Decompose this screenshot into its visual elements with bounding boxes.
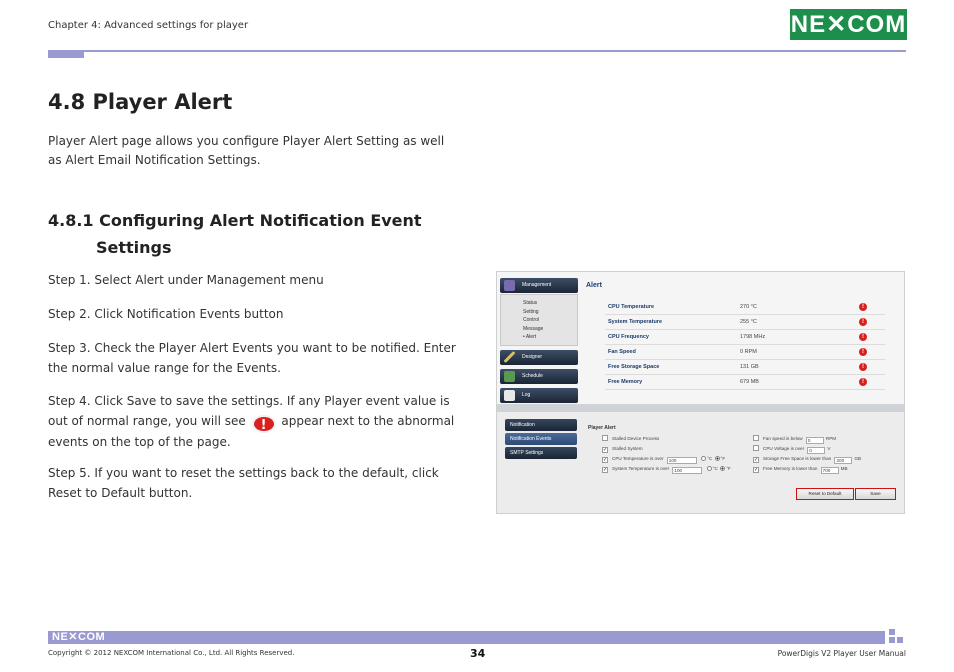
option-label: CPU Temperature is over [612, 456, 664, 461]
alert-checkbox[interactable]: ✓ [754, 467, 759, 473]
notification-settings-area [497, 412, 905, 514]
ornament-square [889, 637, 895, 643]
alert-option-row [753, 435, 836, 444]
fahrenheit-radio[interactable] [720, 466, 725, 471]
alert-checkbox[interactable] [753, 445, 759, 451]
option-label: System Temperature is over [612, 466, 670, 471]
log-icon [504, 390, 515, 401]
alert-exclamation-icon: ! [859, 363, 867, 371]
alert-option-row [753, 465, 848, 474]
alert-panel [585, 280, 900, 395]
sidebar-item-management[interactable] [500, 278, 578, 293]
alert-value: 1798 MHz [740, 334, 766, 340]
manual-title: PowerDigis V2 Player User Manual [777, 649, 906, 658]
unit-label: °F [720, 456, 726, 461]
reset-to-default-button[interactable]: Reset to Default [796, 488, 854, 500]
alert-checkbox[interactable] [753, 435, 759, 441]
screenshot-divider [497, 404, 905, 412]
section-subtitle [48, 207, 422, 261]
threshold-input[interactable]: 0 [807, 447, 825, 454]
alert-row [605, 360, 885, 375]
pencil-icon [503, 351, 515, 363]
nav-smtp-settings[interactable]: SMTP Settings [505, 447, 577, 459]
step-5: Step 5. If you want to reset the settings back to the default, click Reset to Default button. [48, 466, 439, 500]
option-label: Stalled Device Process [612, 436, 660, 441]
alert-option-row [753, 455, 861, 464]
submenu-item-status[interactable]: Status [523, 300, 538, 306]
threshold-input[interactable]: 700 [821, 467, 839, 474]
alert-exclamation-icon: ! [859, 318, 867, 326]
alert-label: Free Memory [608, 379, 643, 385]
page-title: 4.8 Player Alert [48, 90, 233, 114]
management-submenu [500, 294, 578, 346]
alert-option-row [602, 435, 659, 443]
alert-label: System Temperature [608, 319, 663, 325]
step-4 [48, 392, 460, 452]
alert-row [605, 375, 885, 390]
alert-row [605, 330, 885, 345]
schedule-icon [504, 371, 515, 382]
alert-label: Free Storage Space [608, 364, 660, 370]
footer-squares-ornament [889, 629, 906, 646]
celsius-radio[interactable] [701, 456, 706, 461]
player-alert-title: Player Alert [588, 425, 616, 431]
alert-checkbox[interactable]: ✓ [754, 457, 759, 463]
unit-label: °F [726, 466, 731, 471]
step-3: Step 3. Check the Player Alert Events you want to be notified. Enter the normal value range for the Events. [48, 341, 456, 375]
player-alert-screenshot [496, 271, 905, 514]
sidebar-label: Management [522, 282, 552, 288]
footer-bar [48, 631, 885, 644]
alert-value: 679 MB [740, 379, 759, 385]
alert-row [605, 300, 885, 315]
alert-exclamation-icon: ! [859, 303, 867, 311]
alert-value: 270 °C [740, 304, 757, 310]
alert-checkbox[interactable]: ✓ [603, 447, 608, 453]
alert-exclamation-icon: ! [859, 378, 867, 386]
threshold-input[interactable]: 200 [834, 457, 852, 464]
celsius-radio[interactable] [707, 466, 712, 471]
ornament-square [889, 629, 895, 635]
management-sidebar [500, 276, 578, 400]
submenu-item-setting[interactable]: Setting [523, 308, 539, 315]
subtitle-line-2: Settings [96, 238, 172, 257]
copyright-text: Copyright © 2012 NEXCOM International Co., Ltd. All Rights Reserved. [48, 649, 295, 657]
submenu-item-control[interactable]: Control [523, 317, 540, 323]
sidebar-item-designer[interactable] [500, 350, 578, 365]
alert-exclamation-icon: ! [859, 333, 867, 341]
nav-notification-events[interactable]: Notification Events [505, 433, 577, 445]
option-label: Free Memory is lower than [763, 466, 818, 471]
step-2: Step 2. Click Notification Events button [48, 307, 284, 321]
alert-checkbox[interactable] [602, 435, 608, 441]
unit-label: GB [854, 456, 862, 461]
option-label: Storage Free Space is lower than [763, 456, 832, 461]
nexcom-logo: NE✕COM [790, 11, 907, 38]
alert-checkbox[interactable]: ✓ [603, 467, 608, 473]
intro-paragraph: Player Alert page allows you configure Player Alert Setting as well as Alert Email Notification Settings. [48, 134, 445, 167]
alert-option-row [753, 445, 830, 454]
alert-label: CPU Frequency [608, 334, 649, 340]
sidebar-item-log[interactable] [500, 388, 578, 403]
alert-value: 131 GB [740, 364, 759, 370]
step-1: Step 1. Select Alert under Management menu [48, 273, 324, 287]
option-label: Stalled System [612, 446, 643, 451]
option-label: CPU Voltage is over [763, 446, 805, 451]
threshold-input[interactable]: 100 [667, 457, 697, 464]
alert-option-row [602, 445, 643, 453]
alert-value: 255 °C [740, 319, 757, 325]
alert-row [605, 345, 885, 360]
alert-page-top [497, 272, 905, 404]
subtitle-line-1: 4.8.1 Configuring Alert Notification Event [48, 211, 422, 230]
save-button[interactable]: Save [855, 488, 896, 500]
alert-title: Alert [586, 282, 602, 289]
ornament-square [897, 637, 903, 643]
submenu-item-alert[interactable]: • Alert [523, 334, 537, 340]
alert-checkbox[interactable]: ✓ [603, 457, 608, 463]
alert-exclamation-icon: ! [859, 348, 867, 356]
sidebar-label: Schedule [522, 373, 543, 379]
alert-label: Fan Speed [608, 349, 636, 355]
management-icon [504, 280, 515, 291]
threshold-input[interactable]: 100 [672, 467, 702, 474]
alert-exclamation-icon: ! [252, 415, 276, 433]
alert-label: CPU Temperature [608, 304, 655, 310]
submenu-item-message[interactable]: Message [523, 325, 544, 332]
step-4-text-before: Step 4. Click Save to save the settings. If any Player event value is out of normal range, you will see [48, 394, 450, 428]
nav-notification[interactable]: Notification [505, 419, 577, 431]
fahrenheit-radio[interactable] [715, 456, 720, 461]
header-accent-block [48, 50, 84, 58]
unit-label: RPM [825, 436, 837, 441]
unit-label: MB [840, 466, 848, 471]
alert-option-row [602, 465, 731, 474]
header-rule [84, 50, 906, 52]
sidebar-label: Log [522, 392, 531, 398]
sidebar-item-schedule[interactable] [500, 369, 578, 384]
alert-value: 0 RPM [740, 349, 757, 355]
chapter-heading: Chapter 4: Advanced settings for player [48, 20, 249, 31]
unit-label: °C [712, 466, 718, 471]
option-label: Fan speed is below [763, 436, 803, 441]
footer-nexcom-logo: NE✕COM [52, 631, 106, 643]
sidebar-label: Designer [522, 354, 543, 360]
alert-option-row [602, 455, 725, 464]
step-4-text-after: appear next to the abnormal events on the top of the page. [48, 413, 455, 449]
page-number: 34 [470, 647, 486, 660]
unit-label: °C [707, 456, 713, 461]
unit-label: V [827, 446, 831, 451]
alert-row [605, 315, 885, 330]
threshold-input[interactable]: 0 [806, 437, 824, 444]
